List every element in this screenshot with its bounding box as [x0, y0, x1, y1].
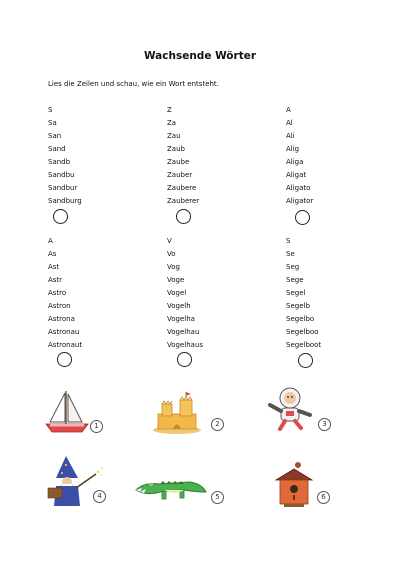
word-step: Aligator	[286, 197, 314, 205]
word-step: Vogelh	[167, 302, 191, 310]
astronaut-icon	[266, 385, 314, 431]
word-step: Sandb	[48, 158, 71, 166]
word-step: Ali	[286, 132, 295, 140]
word-step: Astr	[48, 276, 63, 284]
picture-number: 2	[211, 418, 224, 431]
word-step: Zaube	[167, 158, 190, 166]
word-step: V	[167, 237, 172, 245]
instruction-text: Lies die Zeilen und schau, wie ein Wort entsteht.	[48, 80, 219, 88]
word-step: Zauber	[167, 171, 193, 179]
word-step: Sandburg	[48, 197, 82, 205]
word-step: Al	[286, 119, 293, 127]
word-column-zauberer	[167, 104, 277, 208]
birdhouse-icon	[274, 460, 314, 508]
answer-circle[interactable]	[295, 210, 310, 225]
word-step: Segelbo	[286, 315, 315, 323]
alligator-icon	[134, 470, 208, 506]
sandcastle-icon	[152, 392, 202, 434]
word-step: Aligato	[286, 184, 311, 192]
word-step: Sege	[286, 276, 304, 284]
picture-number: 3	[318, 418, 331, 431]
word-step: Vog	[167, 263, 180, 271]
picture-number: 4	[93, 490, 106, 503]
word-step: Astronau	[48, 328, 80, 336]
word-step: Vogelhaus	[167, 341, 204, 349]
word-step: Segelboo	[286, 328, 319, 336]
word-step: Segelboot	[286, 341, 322, 349]
answer-circle[interactable]	[298, 353, 313, 368]
word-step: Zauberer	[167, 197, 200, 205]
word-column-astronaut	[48, 235, 158, 352]
word-column-aligator	[286, 104, 396, 208]
word-step: Aligat	[286, 171, 307, 179]
word-step: Astron	[48, 302, 71, 310]
word-step: S	[48, 106, 53, 114]
word-step: Astrona	[48, 315, 75, 323]
answer-circle[interactable]	[177, 352, 192, 367]
word-column-sandburg	[48, 104, 158, 208]
page-title: Wachsende Wörter	[143, 50, 257, 62]
word-step: Z	[167, 106, 172, 114]
word-step: Vogelha	[167, 315, 195, 323]
word-step: Za	[167, 119, 177, 127]
word-step: Zaub	[167, 145, 185, 153]
word-step: As	[48, 250, 57, 258]
word-step: Segel	[286, 289, 306, 297]
picture-number: 5	[211, 491, 224, 504]
word-step: Voge	[167, 276, 185, 284]
word-step: Segelb	[286, 302, 310, 310]
word-step: Vo	[167, 250, 176, 258]
word-step: Zaubere	[167, 184, 197, 192]
word-step: Sand	[48, 145, 66, 153]
word-step: Astro	[48, 289, 67, 297]
word-step: Astronaut	[48, 341, 83, 349]
word-step: Alig	[286, 145, 300, 153]
word-step: A	[286, 106, 291, 114]
word-step: Se	[286, 250, 295, 258]
word-step: Ast	[48, 263, 60, 271]
word-step: Vogel	[167, 289, 187, 297]
word-column-vogelhaus	[167, 235, 277, 352]
word-step: A	[48, 237, 53, 245]
word-step: San	[48, 132, 62, 140]
word-step: Aliga	[286, 158, 304, 166]
word-step: Sa	[48, 119, 57, 127]
word-column-segelboot	[286, 235, 396, 352]
answer-circle[interactable]	[57, 352, 72, 367]
word-step: Seg	[286, 263, 300, 271]
word-step: S	[286, 237, 291, 245]
answer-circle[interactable]	[53, 209, 68, 224]
word-step: Zau	[167, 132, 181, 140]
picture-number: 1	[90, 420, 103, 433]
word-step: Sandbu	[48, 171, 75, 179]
word-step: Sandbur	[48, 184, 78, 192]
picture-number: 6	[317, 491, 330, 504]
sailboat-icon	[44, 388, 90, 434]
word-step: Vogelhau	[167, 328, 200, 336]
answer-circle[interactable]	[176, 209, 191, 224]
